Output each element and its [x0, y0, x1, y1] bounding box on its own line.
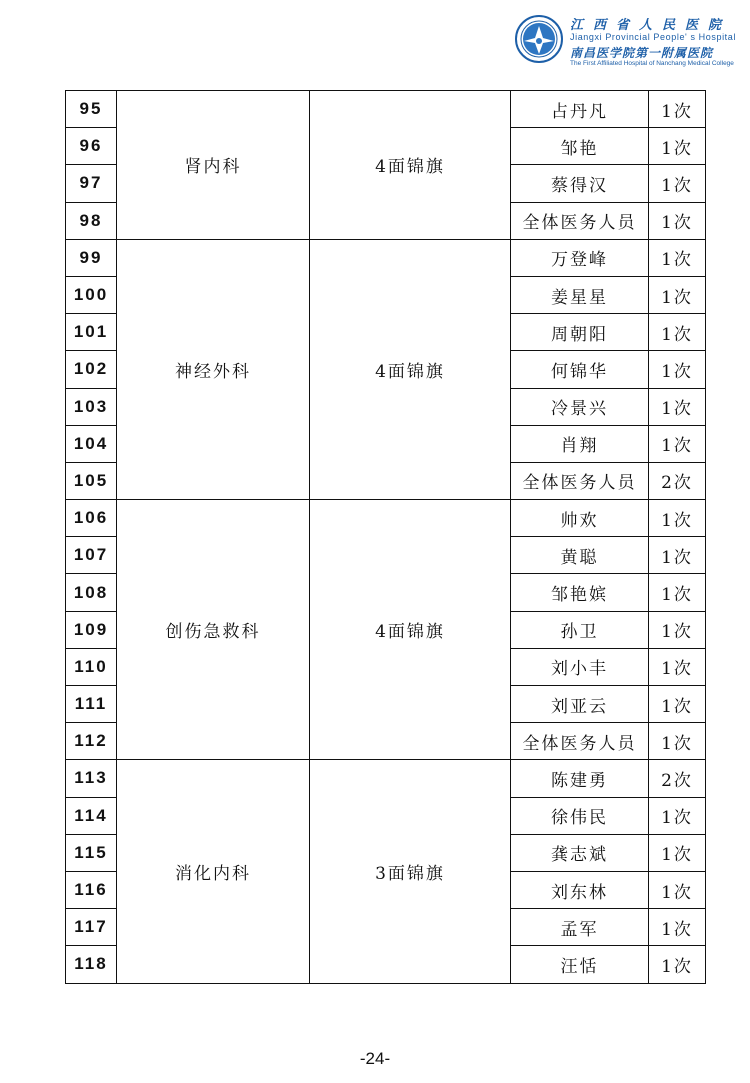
person-name-cell: 黄聪 — [511, 537, 649, 574]
hospital-name-en: Jiangxi Provincial People' s Hospital — [570, 32, 736, 42]
row-number: 97 — [66, 165, 117, 202]
row-number: 110 — [66, 648, 117, 685]
person-name-cell: 刘小丰 — [511, 648, 649, 685]
person-name-cell: 徐伟民 — [511, 797, 649, 834]
person-name-cell: 邹艳 — [511, 128, 649, 165]
person-name-cell: 全体医务人员 — [511, 462, 649, 499]
row-number: 115 — [66, 834, 117, 871]
person-name-cell: 邹艳嫔 — [511, 574, 649, 611]
times-cell: 1次 — [649, 239, 706, 276]
row-number: 102 — [66, 351, 117, 388]
times-cell: 1次 — [649, 351, 706, 388]
hospital-logo-icon — [514, 14, 564, 64]
table-row — [66, 91, 706, 128]
times-cell: 2次 — [649, 760, 706, 797]
row-number: 116 — [66, 871, 117, 908]
times-cell: 1次 — [649, 946, 706, 983]
times-cell: 1次 — [649, 165, 706, 202]
row-number: 106 — [66, 500, 117, 537]
person-name-cell: 何锦华 — [511, 351, 649, 388]
row-number: 104 — [66, 425, 117, 462]
times-cell: 1次 — [649, 648, 706, 685]
row-number: 99 — [66, 239, 117, 276]
person-name-cell: 汪恬 — [511, 946, 649, 983]
times-cell: 1次 — [649, 909, 706, 946]
table-row — [66, 760, 706, 797]
person-name-cell: 姜星星 — [511, 276, 649, 313]
times-cell: 1次 — [649, 611, 706, 648]
person-name-cell: 肖翔 — [511, 425, 649, 462]
person-name-cell: 万登峰 — [511, 239, 649, 276]
person-name-cell: 刘东林 — [511, 871, 649, 908]
page-number: -24- — [359, 1049, 391, 1068]
times-cell: 1次 — [649, 537, 706, 574]
row-number: 96 — [66, 128, 117, 165]
person-name-cell: 占丹凡 — [511, 91, 649, 128]
row-number: 105 — [66, 462, 117, 499]
hospital-header — [512, 10, 744, 68]
award-table — [65, 90, 706, 984]
person-name-cell: 帅欢 — [511, 500, 649, 537]
times-cell: 1次 — [649, 574, 706, 611]
row-number: 117 — [66, 909, 117, 946]
person-name-cell: 孟军 — [511, 909, 649, 946]
row-number: 111 — [66, 686, 117, 723]
table-row — [66, 500, 706, 537]
person-name-cell: 孙卫 — [511, 611, 649, 648]
times-cell: 1次 — [649, 797, 706, 834]
row-number: 95 — [66, 91, 117, 128]
affiliate-name-cn: 南昌医学院第一附属医院 — [570, 46, 714, 60]
times-cell: 1次 — [649, 686, 706, 723]
times-cell: 1次 — [649, 202, 706, 239]
row-number: 114 — [66, 797, 117, 834]
person-name-cell: 周朝阳 — [511, 314, 649, 351]
affiliate-name-en: The First Affiliated Hospital of Nanchang Medical College — [570, 60, 734, 67]
row-number: 101 — [66, 314, 117, 351]
row-number: 107 — [66, 537, 117, 574]
award-count-cell: 4面锦旗 — [310, 500, 511, 760]
department-cell: 创伤急救科 — [117, 500, 310, 760]
times-cell: 1次 — [649, 388, 706, 425]
person-name-cell: 冷景兴 — [511, 388, 649, 425]
times-cell: 1次 — [649, 500, 706, 537]
person-name-cell: 全体医务人员 — [511, 202, 649, 239]
times-cell: 1次 — [649, 314, 706, 351]
row-number: 113 — [66, 760, 117, 797]
row-number: 100 — [66, 276, 117, 313]
times-cell: 1次 — [649, 91, 706, 128]
times-cell: 1次 — [649, 871, 706, 908]
table-row — [66, 239, 706, 276]
department-cell: 神经外科 — [117, 239, 310, 499]
times-cell: 1次 — [649, 834, 706, 871]
times-cell: 1次 — [649, 723, 706, 760]
row-number: 118 — [66, 946, 117, 983]
row-number: 98 — [66, 202, 117, 239]
department-cell: 肾内科 — [117, 91, 310, 240]
person-name-cell: 龚志斌 — [511, 834, 649, 871]
times-cell: 1次 — [649, 128, 706, 165]
person-name-cell: 刘亚云 — [511, 686, 649, 723]
award-count-cell: 3面锦旗 — [310, 760, 511, 983]
row-number: 108 — [66, 574, 117, 611]
row-number: 112 — [66, 723, 117, 760]
person-name-cell: 全体医务人员 — [511, 723, 649, 760]
department-cell: 消化内科 — [117, 760, 310, 983]
times-cell: 1次 — [649, 276, 706, 313]
person-name-cell: 蔡得汉 — [511, 165, 649, 202]
award-count-cell: 4面锦旗 — [310, 239, 511, 499]
row-number: 109 — [66, 611, 117, 648]
row-number: 103 — [66, 388, 117, 425]
person-name-cell: 陈建勇 — [511, 760, 649, 797]
times-cell: 2次 — [649, 462, 706, 499]
hospital-name-cn: 江西省人民医院 — [570, 18, 732, 33]
times-cell: 1次 — [649, 425, 706, 462]
award-count-cell: 4面锦旗 — [310, 91, 511, 240]
